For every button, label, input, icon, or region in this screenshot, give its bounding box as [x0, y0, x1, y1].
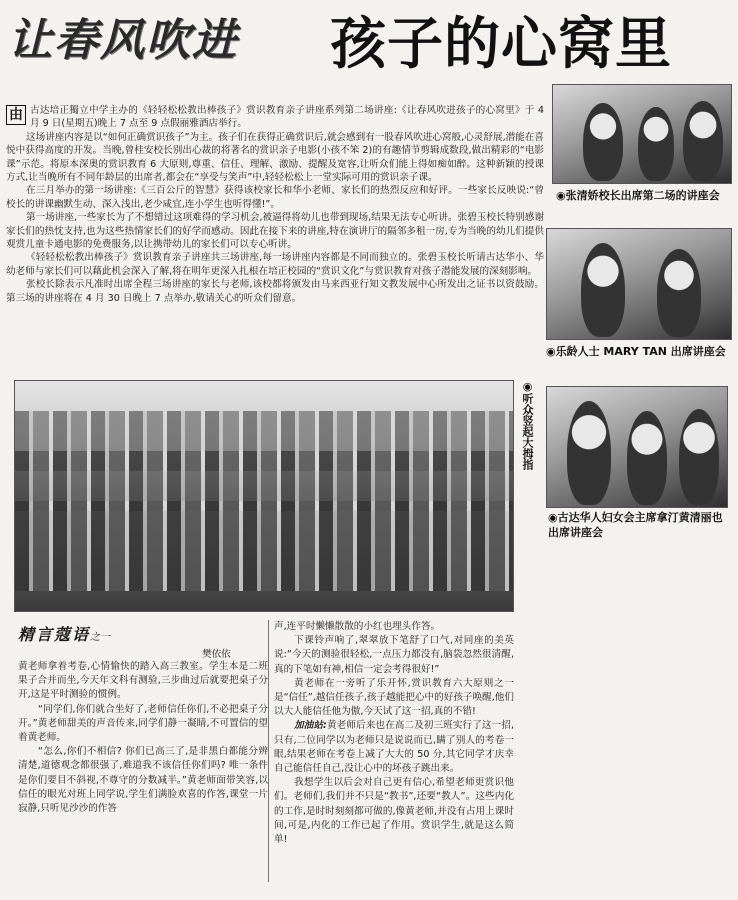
caption-group-photo: ◉听众竖起大拇指 [521, 380, 534, 470]
article-paragraph: 《轻轻松松教出棒孩子》赏识教育亲子讲座共三场讲座,每一场讲座内容都是不同而独立的。张碧玉校长听请古达华小、华幼老师与家长们可以藉此机会深入了解,将在明年更深入扎根在培正校园的“赏识文化”与赏识教育对孩子潜能发展的深刻影响。 [6, 252, 544, 277]
column-highlight: 加油站:黄老师后来也在高二及初三班实行了这一招,只有,二位同学以为老师只是说说而已,瞒了别人的考卷一眼,结果老师在考卷上减了大大的 50 分,其它同学才庆幸自己能信任自己,没让心中的坏孩子跳出来。 [274, 720, 514, 775]
column-paragraph: 黄老师在一旁听了乐开怀,赏识教育六大原则之一是“信任”,越信任孩子,孩子越能把心中的好孩子唤醒,他们以大人能信任他为傲,今天试了这一招,真的不错! [274, 677, 514, 718]
article-body [6, 104, 544, 305]
highlight-label: 加油站: [294, 720, 327, 732]
photo-principal [552, 84, 732, 184]
column-paragraph: 黄老师拿着考卷,心情愉快的踏入高三教室。学生本是二班果子合并而坐,今天年文科有测验,三步曲过后就要把桌子分开,这是平时测验的惯例。 [18, 661, 268, 701]
dropcap: 由 [6, 105, 26, 125]
column-title: 精言蔻语之一 [18, 625, 111, 644]
caption-photo-principal: ◉张清娇校长出席第二场的讲座会 [556, 189, 720, 202]
group-photo [14, 380, 514, 612]
column-author: 樊依依 [202, 649, 231, 660]
photo-women-association [546, 386, 728, 508]
headline-left: 让春风吹进 [8, 15, 238, 66]
column-paragraph: 下课铃声响了,翠翠放下笔舒了口气,对同座的美英说:“今天的测验很轻松,一点压力都没有,脑袋忽然很清醒,真的下笔如有神,相信一定会考得很好!” [274, 635, 514, 675]
column-paragraph: “怎么,你们不相信? 你们已高三了,是非黑白都能分辨清楚,道德观念都很强了,难道我不该信任你们吗? 唯一条件是你们要目不斜视,不尊守的分数减半。”黄老师面带笑容,以信任的眼光对班上同学说,学生们满脸欢喜的作答,课堂一片寂静,只听见沙沙的作答 [18, 746, 268, 815]
headline-main: 孩子的心窝里 [330, 12, 672, 77]
article-paragraph: 在三月举办的第一场讲座:《三百公斤的智慧》获得该校家长和华小老师、家长们的热烈反应和好评。一些家长反映说:“曾校长的讲课幽默生动、深入浅出,老少咸宜,连小学生也听得懂!”。 [6, 185, 544, 210]
column-title-suffix: 之一 [90, 632, 111, 643]
column-divider [268, 620, 269, 882]
column-closing: 我想学生以后会对自己更有信心,希望老师更赏识他们。老师们,我们并不只是“教书”,还要“教人”。这些内化的工作,是时时刻刻都可做的,像黄老师,并没有占用上课时间,可是,内化的工作已起了作用。赏识学生,就是这么简单! [274, 777, 514, 846]
column-paragraph: “同学们,你们就合坐好了,老师信任你们,不必把桌子分开。”黄老师甜美的声音传来,同学们静一凝睛,不可置信的望着黄老师。 [18, 703, 268, 744]
article-paragraph: 这场讲座内容是以“如何正确赏识孩子”为主。孩子们在获得正确赏识后,就会感到有一股春风吹进心窝般,心灵舒展,潜能在喜悦中获得高度的开发。当晚,曾桂安校长别出心裁的将著名的赏识亲子电影(小孩不笨 2)的有趣情节剪辑成数段,做出精彩的“电影课”示范。将原本深奥的赏识教育 6 大原则,尊重、信任、理解、激励、提醒及宽容,让听众们能上得如痴如醉。这种新颖的授课方式,让当晚所有不同年龄层的出席者,都会在“享受与笑声”中,轻轻松松上一堂实际可用的赏识亲子课。 [6, 131, 544, 184]
photo-mary-tan [546, 228, 732, 340]
column-left [18, 660, 268, 816]
column-right [274, 620, 514, 847]
caption-photo-women-association: ◉古达华人妇女会主席拿汀黄清丽也出席讲座会 [548, 511, 723, 539]
article-paragraph: 由 古达培正獨立中学主办的《轻轻松松教出棒孩子》赏识教育亲子讲座系列第二场讲座:《让春风吹进孩子的心窝里》于 4 月 9 日(星期五)晚上 7 点至 9 点假丽雅酒店举行。 [6, 104, 544, 131]
column-paragraph: 声,连平时懒懒散散的小红也埋头作答。 [274, 621, 441, 632]
article-paragraph: 张校长除表示凡准时出席全程三场讲座的家长与老师,该校都将颁发由马来西亚行知文教发展中心所发出之证书以资鼓励。第三场的讲座将在 4 月 30 日晚上 7 点举办,敬请关心的听众们留意。 [6, 279, 544, 304]
caption-photo-mary-tan: ◉乐龄人士 MARY TAN 出席讲座会 [546, 345, 726, 358]
article-paragraph: 第一场讲座,一些家长为了不想错过这项难得的学习机会,被逼得将幼儿也带到现场,结果无法专心听讲。张碧玉校长特别感谢家长们的热忱支持,也为这些热情家长们的好学而感动。因此在接下来的讲座,特在演讲厅的隔邻多租一房,专为当晚的幼儿们提供观赏儿童卡通电影的免费服务,以让携带幼儿的家长们可以专心听讲。 [6, 212, 544, 251]
